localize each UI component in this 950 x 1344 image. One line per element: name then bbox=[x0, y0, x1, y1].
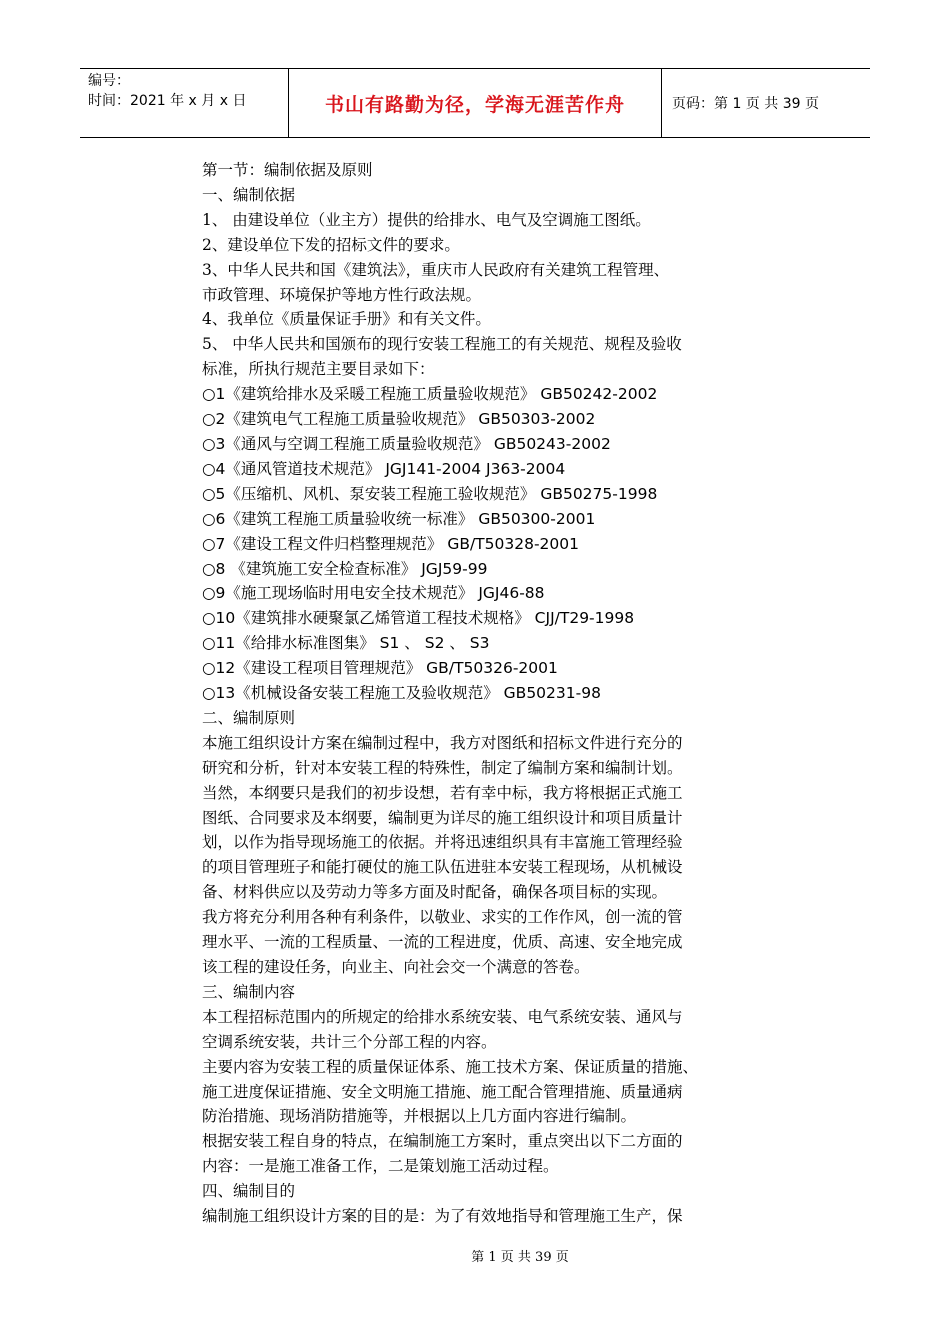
text-line: 备、材料供应以及劳动力等多方面及时配备，确保各项目标的实现。 bbox=[202, 883, 668, 902]
text-line: 内容：一是施工准备工作，二是策划施工活动过程。 bbox=[202, 1157, 559, 1176]
header-page-info: 页码：第 1 页 共 39 页 bbox=[672, 96, 819, 112]
text-line: 理水平、一流的工程质量、一流的工程进度，优质、高速、安全地完成 bbox=[202, 933, 683, 952]
standard-item: ○13《机械设备安装工程施工及验收规范》 GB50231-98 bbox=[202, 684, 601, 703]
standard-item: ○6《建筑工程施工质量验收统一标准》 GB50300-2001 bbox=[202, 509, 596, 528]
text-line: 2、建设单位下发的招标文件的要求。 bbox=[202, 235, 460, 254]
text-line: 4、我单位《质量保证手册》和有关文件。 bbox=[202, 310, 491, 329]
header-motto: 书山有路勤为径，学海无涯苦作舟 bbox=[288, 69, 662, 137]
standard-item: ○7《建设工程文件归档整理规范》 GB/T50328-2001 bbox=[202, 534, 579, 553]
text-line: 空调系统安装，共计三个分部工程的内容。 bbox=[202, 1032, 497, 1051]
text-line: 我方将充分利用各种有利条件，以敬业、求实的工作作风，创一流的管 bbox=[202, 908, 683, 927]
text-line: 市政管理、环境保护等地方性行政法规。 bbox=[202, 285, 482, 304]
text-line: 标准，所执行规范主要目录如下： bbox=[202, 360, 435, 379]
text-line: 防治措施、现场消防措施等，并根据以上几方面内容进行编制。 bbox=[202, 1107, 637, 1126]
standard-item: ○5《压缩机、风机、泵安装工程施工验收规范》 GB50275-1998 bbox=[202, 484, 658, 503]
text-line: 主要内容为安装工程的质量保证体系、施工技术方案、保证质量的措施、 bbox=[202, 1057, 699, 1076]
standard-item: ○4《通风管道技术规范》 JGJ141-2004 J363-2004 bbox=[202, 459, 566, 478]
text-line: 施工进度保证措施、安全文明施工措施、施工配合管理措施、质量通病 bbox=[202, 1082, 683, 1101]
standards-list bbox=[202, 382, 767, 706]
text-line: 5、 中华人民共和国颁布的现行安装工程施工的有关规范、规程及验收 bbox=[202, 335, 682, 354]
standard-item: ○3《通风与空调工程施工质量验收规范》 GB50243-2002 bbox=[202, 434, 611, 453]
text-line: 当然，本纲要只是我们的初步设想，若有幸中标，我方将根据正式施工 bbox=[202, 783, 683, 802]
text-line: 的项目管理班子和能打硬仗的施工队伍进驻本安装工程现场，从机械设 bbox=[202, 858, 683, 877]
text-line: 二、编制原则 bbox=[202, 708, 296, 727]
section-principles bbox=[202, 706, 767, 1229]
serial-label: 编号： bbox=[88, 73, 130, 89]
standard-item: ○10《建筑排水硬聚氯乙烯管道工程技术规格》 CJJ/T29-1998 bbox=[202, 609, 635, 628]
standard-item: ○2《建筑电气工程施工质量验收规范》 GB50303-2002 bbox=[202, 410, 596, 429]
text-line: 3、中华人民共和国《建筑法》，重庆市人民政府有关建筑工程管理、 bbox=[202, 260, 670, 279]
text-line: 划，以作为指导现场施工的依据。并将迅速组织具有丰富施工管理经验 bbox=[202, 833, 683, 852]
standard-item: ○11《给排水标准图集》 S1 、 S2 、 S3 bbox=[202, 634, 490, 653]
text-line: 编制施工组织设计方案的目的是：为了有效地指导和管理施工生产，保 bbox=[202, 1207, 683, 1226]
text-line: 三、编制内容 bbox=[202, 982, 296, 1001]
standard-item: ○9《施工现场临时用电安全技术规范》 JGJ46-88 bbox=[202, 584, 545, 603]
text-line: 本施工组织设计方案在编制过程中，我方对图纸和招标文件进行充分的 bbox=[202, 733, 683, 752]
page-footer: 第 1 页 共 39 页 bbox=[471, 1250, 569, 1265]
text-line: 图纸、合同要求及本纲要，编制更为详尽的施工组织设计和项目质量计 bbox=[202, 808, 683, 827]
text-line: 1、 由建设单位（业主方）提供的给排水、电气及空调施工图纸。 bbox=[202, 210, 651, 229]
standard-item: ○1《建筑给排水及采暖工程施工质量验收规范》 GB50242-2002 bbox=[202, 385, 658, 404]
text-line: 研究和分析，针对本安装工程的特殊性，制定了编制方案和编制计划。 bbox=[202, 758, 683, 777]
header-meta bbox=[80, 69, 288, 137]
time-label: 时间：2021 年 x 月 x 日 bbox=[88, 93, 247, 109]
text-line: 第一节：编制依据及原则 bbox=[202, 161, 373, 179]
document-body bbox=[202, 158, 767, 1229]
text-line: 该工程的建设任务，向业主、向社会交一个满意的答卷。 bbox=[202, 958, 590, 976]
section-basis bbox=[202, 158, 767, 382]
text-line: 根据安装工程自身的特点，在编制施工方案时，重点突出以下二方面的 bbox=[202, 1132, 683, 1151]
text-line: 四、编制目的 bbox=[202, 1182, 296, 1201]
text-line: 本工程招标范围内的所规定的给排水系统安装、电气系统安装、通风与 bbox=[202, 1007, 683, 1026]
standard-item: ○12《建设工程项目管理规范》 GB/T50326-2001 bbox=[202, 659, 558, 678]
text-line: 一、编制依据 bbox=[202, 185, 296, 204]
page-header bbox=[80, 68, 870, 138]
standard-item: ○8 《建筑施工安全检查标准》 JGJ59-99 bbox=[202, 559, 488, 578]
